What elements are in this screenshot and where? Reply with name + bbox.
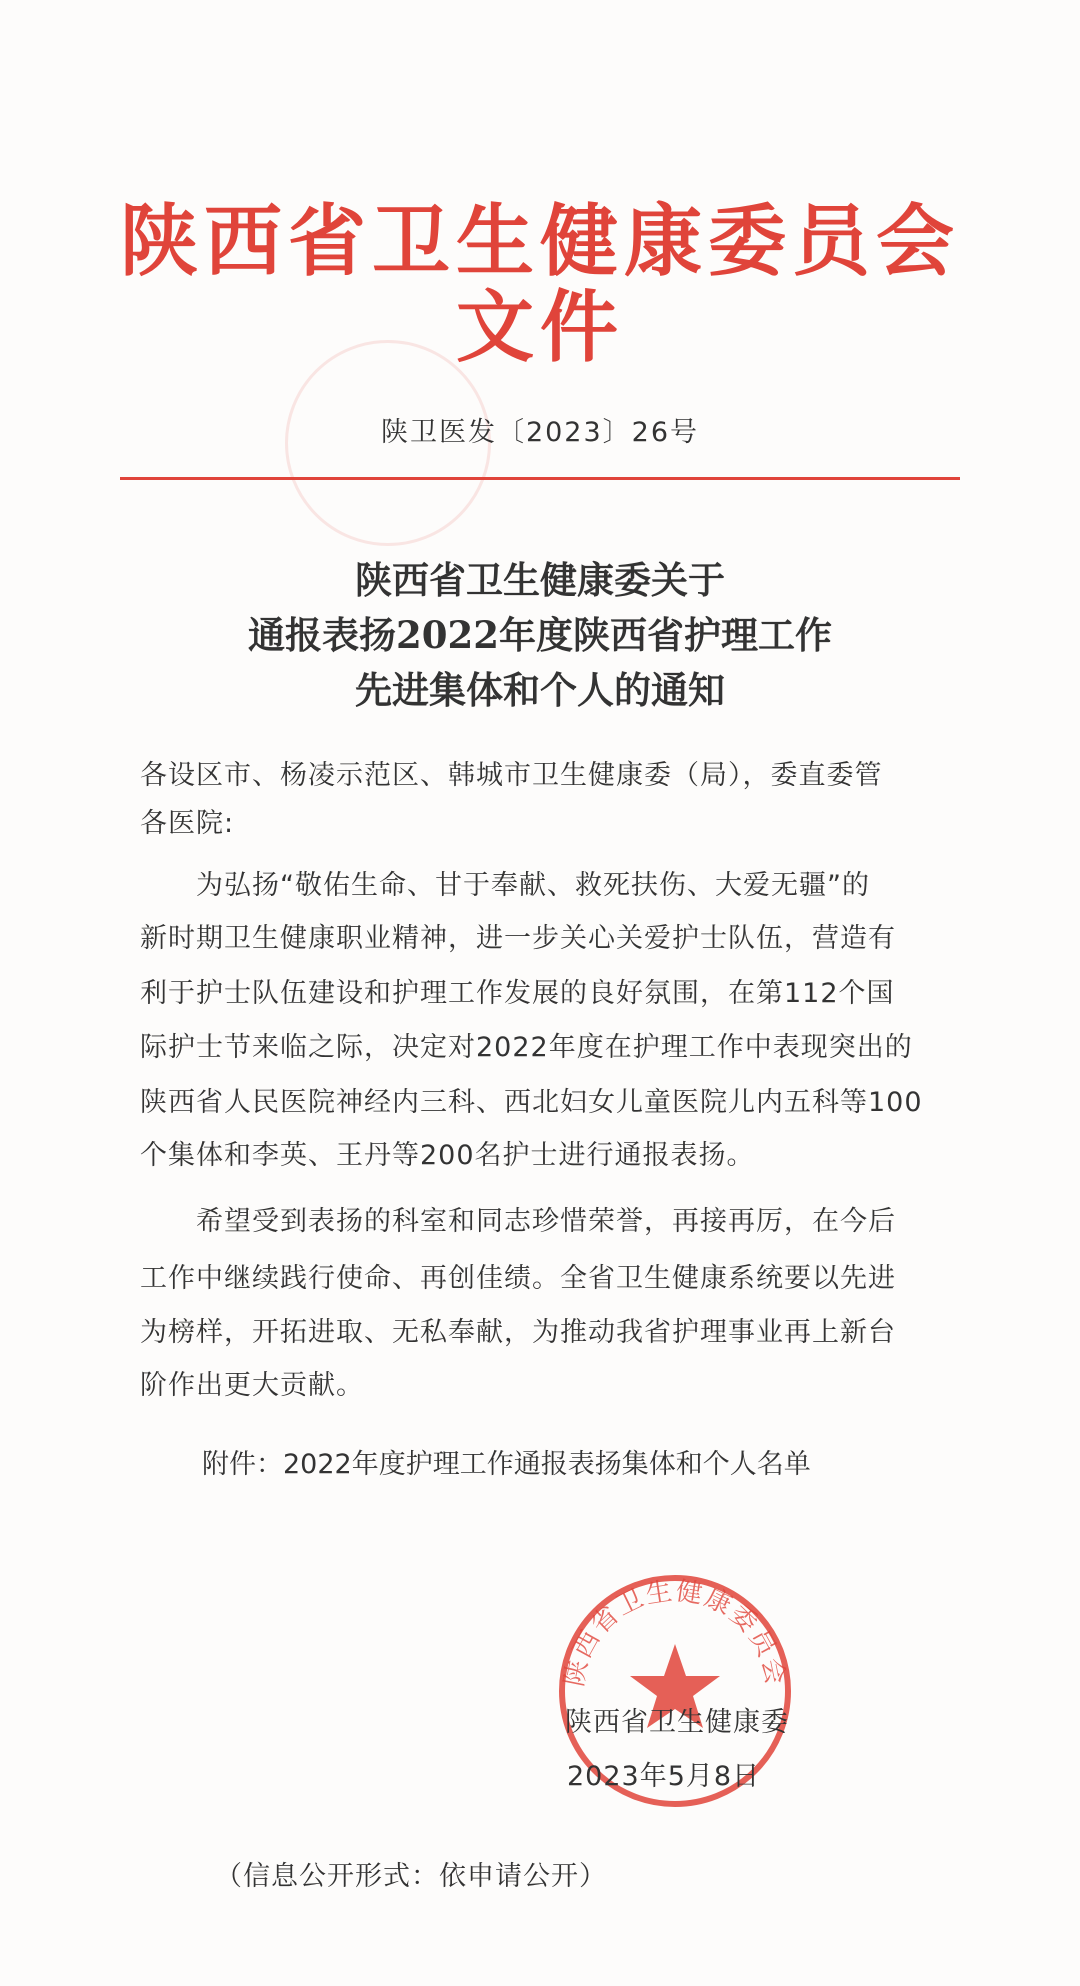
body-line: 陕西省人民医院神经内三科、西北妇女儿童医院儿内五科等100 — [140, 1087, 923, 1118]
body-line: 为弘扬“敬佑生命、甘于奉献、救死扶伤、大爱无疆”的 — [140, 870, 870, 901]
body-line: 阶作出更大贡献。 — [140, 1370, 364, 1401]
body-line: 希望受到表扬的科室和同志珍惜荣誉，再接再厉，在今后 — [140, 1206, 896, 1237]
body-line: 各设区市、杨凌示范区、韩城市卫生健康委（局），委直委管 — [140, 760, 883, 791]
signing-date: 2023年5月8日 — [567, 1761, 761, 1792]
body-line: 际护士节来临之际，决定对2022年度在护理工作中表现突出的 — [140, 1032, 913, 1063]
red-divider-line — [120, 477, 960, 480]
disclosure-note: （信息公开形式：依申请公开） — [215, 1861, 607, 1892]
notice-title-line-2: 通报表扬2022年度陕西省护理工作 — [248, 613, 832, 657]
seal-text: 陕西省卫生健康委员会 — [559, 1576, 791, 1689]
notice-title — [0, 553, 1080, 718]
notice-title-line-1: 陕西省卫生健康委关于 — [355, 558, 725, 602]
document-number: 陕卫医发〔2023〕26号 — [380, 417, 700, 448]
signing-organization: 陕西省卫生健康委 — [565, 1707, 789, 1738]
attachment-note: 附件：2022年度护理工作通报表扬集体和个人名单 — [202, 1449, 811, 1480]
body-line: 工作中继续践行使命、再创佳绩。全省卫生健康系统要以先进 — [140, 1263, 896, 1294]
body-line: 新时期卫生健康职业精神，进一步关心关爱护士队伍，营造有 — [140, 923, 896, 954]
document-header-title: 陕西省卫生健康委员会文件 — [120, 197, 961, 373]
body-line: 各医院: — [140, 808, 235, 839]
notice-title-line-3: 先进集体和个人的通知 — [355, 668, 725, 712]
body-line: 个集体和李英、王丹等200名护士进行通报表扬。 — [140, 1140, 755, 1171]
body-line: 为榜样，开拓进取、无私奉献，为推动我省护理事业再上新台 — [140, 1317, 896, 1348]
body-line: 利于护士队伍建设和护理工作发展的良好氛围，在第112个国 — [140, 978, 895, 1009]
